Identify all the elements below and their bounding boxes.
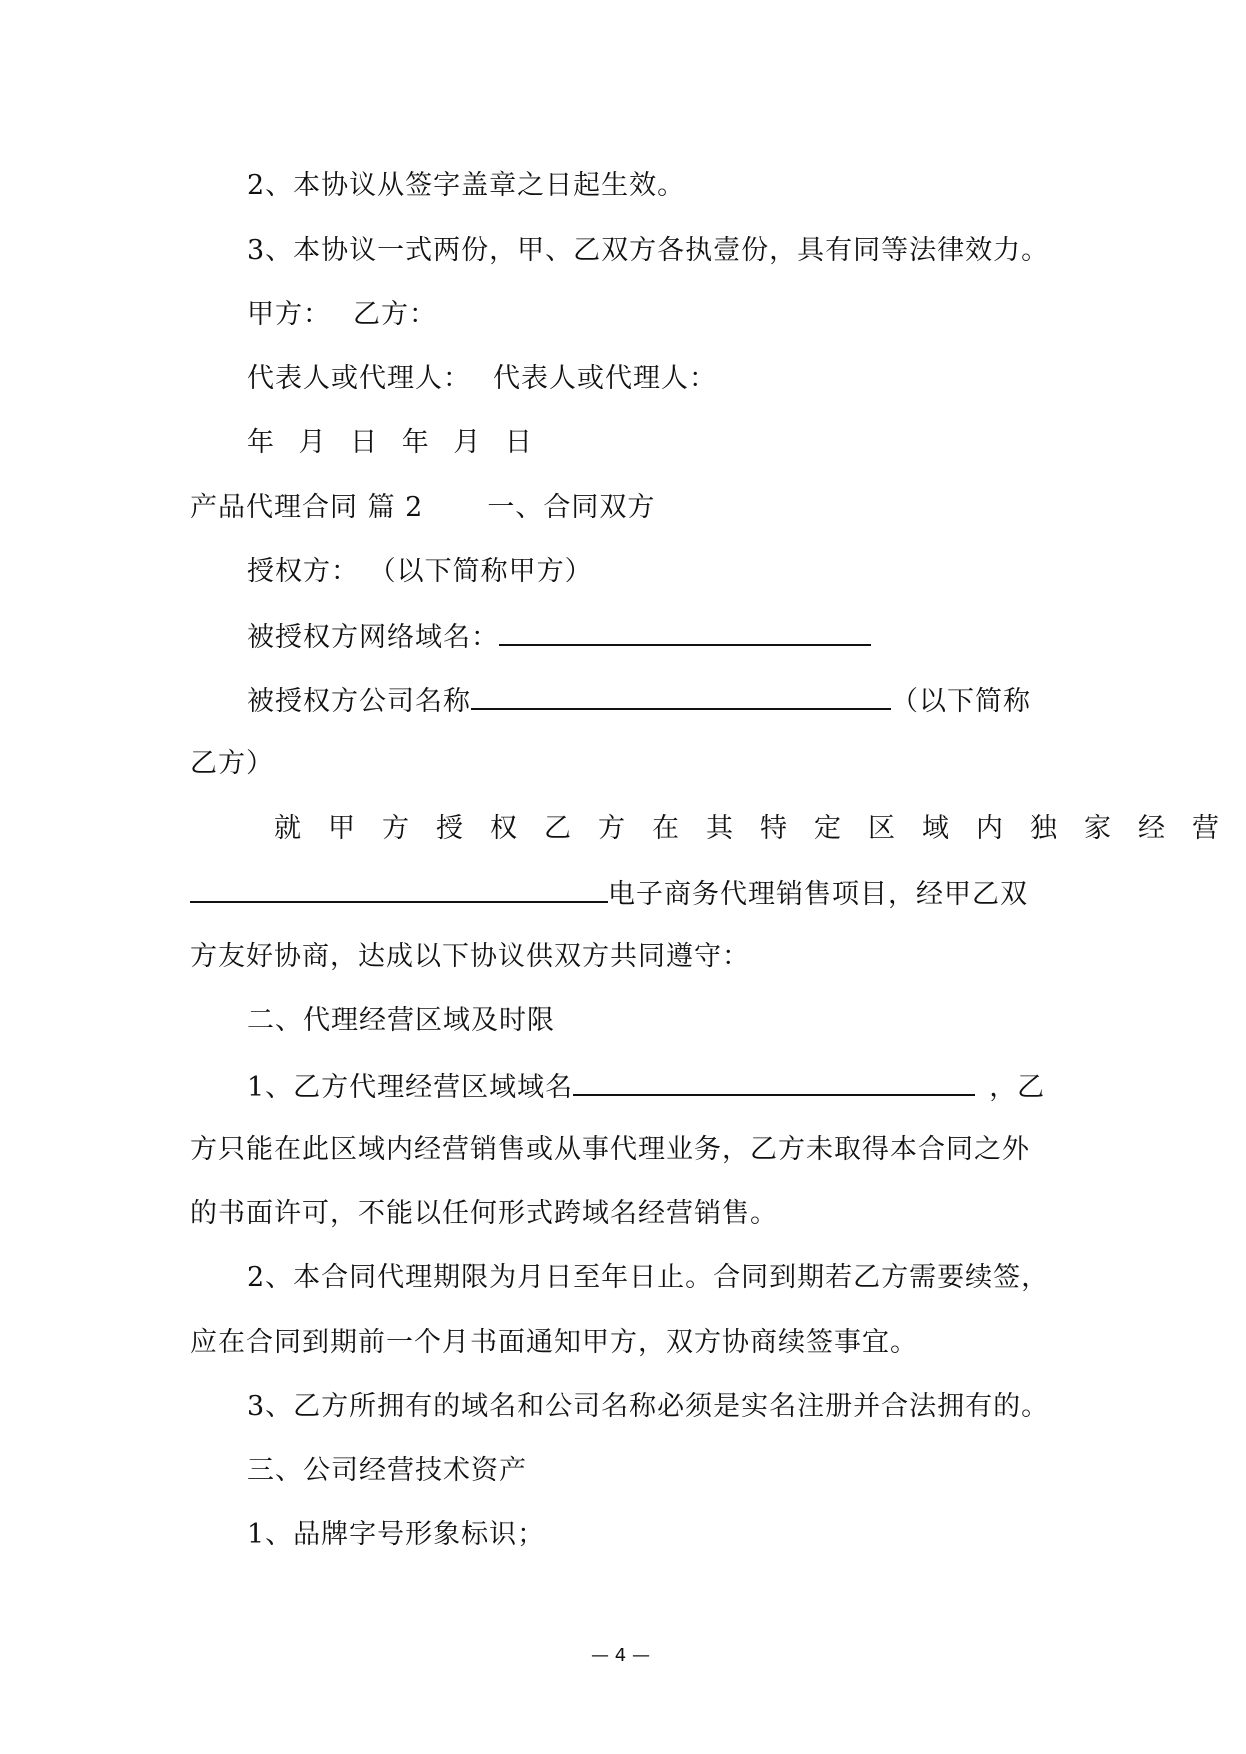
area-domain-suffix: ，乙 <box>989 1072 1046 1103</box>
project-text: 电子商务代理销售项目，经甲乙双 <box>608 879 1028 910</box>
grantee-company-suffix: （以下简称 <box>891 686 1031 717</box>
section-heading-line <box>190 490 1052 526</box>
grant-statement: 就甲方授权乙方在其特定区域内独家经营 <box>274 813 1246 844</box>
area-restriction-line: 的书面许可，不能以任何形式跨域名经营销售。 <box>190 1198 778 1229</box>
grantee-domain-line <box>190 618 1109 656</box>
renewal-line: 应在合同到期前一个月书面通知甲方，双方协商续签事宜。 <box>190 1327 918 1358</box>
grant-statement-line <box>190 811 1246 847</box>
party-a-label: 甲方： <box>247 299 331 330</box>
grantee-domain-blank <box>499 618 871 646</box>
registration-line: 3、乙方所拥有的域名和公司名称必须是实名注册并合法拥有的。 <box>247 1391 1050 1422</box>
section-three-heading: 三、公司经营技术资产 <box>247 1455 527 1486</box>
grantee-company-line <box>190 682 1109 720</box>
grantee-company-label: 被授权方公司名称 <box>247 686 471 717</box>
grantor-line: 授权方： （以下简称甲方） <box>247 556 593 587</box>
area-domain-label: 1、乙方代理经营区域域名 <box>247 1072 574 1103</box>
project-line <box>190 875 1052 913</box>
party-b-abbrev: 乙方） <box>190 748 274 779</box>
project-blank <box>190 875 608 903</box>
party-b-label: 乙方： <box>353 299 437 330</box>
paragraph-effective-date: 2、本协议从签字盖章之日起生效。 <box>247 170 686 201</box>
area-domain-blank <box>573 1068 975 1096</box>
representative-line <box>190 361 1109 397</box>
agreement-line: 方友好协商，达成以下协议供双方共同遵守： <box>190 941 750 972</box>
grantee-domain-label: 被授权方网络域名： <box>247 622 499 653</box>
page-number: — 4 — <box>591 1645 650 1666</box>
signature-party-line <box>190 297 1109 333</box>
section-one-heading: 一、合同双方 <box>487 492 656 523</box>
area-scope-line: 方只能在此区域内经营销售或从事代理业务，乙方未取得本合同之外 <box>190 1134 1030 1165</box>
term-line: 2、本合同代理期限为月日至年日止。合同到期若乙方需要续签， <box>247 1262 1050 1293</box>
paragraph-copies: 3、本协议一式两份，甲、乙双方各执壹份，具有同等法律效力。 <box>247 235 1050 266</box>
date-line: 年 月 日 年 月 日 <box>247 427 533 458</box>
contract-title: 产品代理合同 篇 2 <box>190 492 424 523</box>
grantee-company-blank <box>471 682 891 710</box>
representative-a-label: 代表人或代理人： <box>247 363 471 394</box>
representative-b-label: 代表人或代理人： <box>493 363 717 394</box>
area-domain-line <box>190 1068 1109 1106</box>
brand-item-line: 1、品牌字号形象标识； <box>247 1519 546 1550</box>
section-two-heading: 二、代理经营区域及时限 <box>247 1005 555 1036</box>
